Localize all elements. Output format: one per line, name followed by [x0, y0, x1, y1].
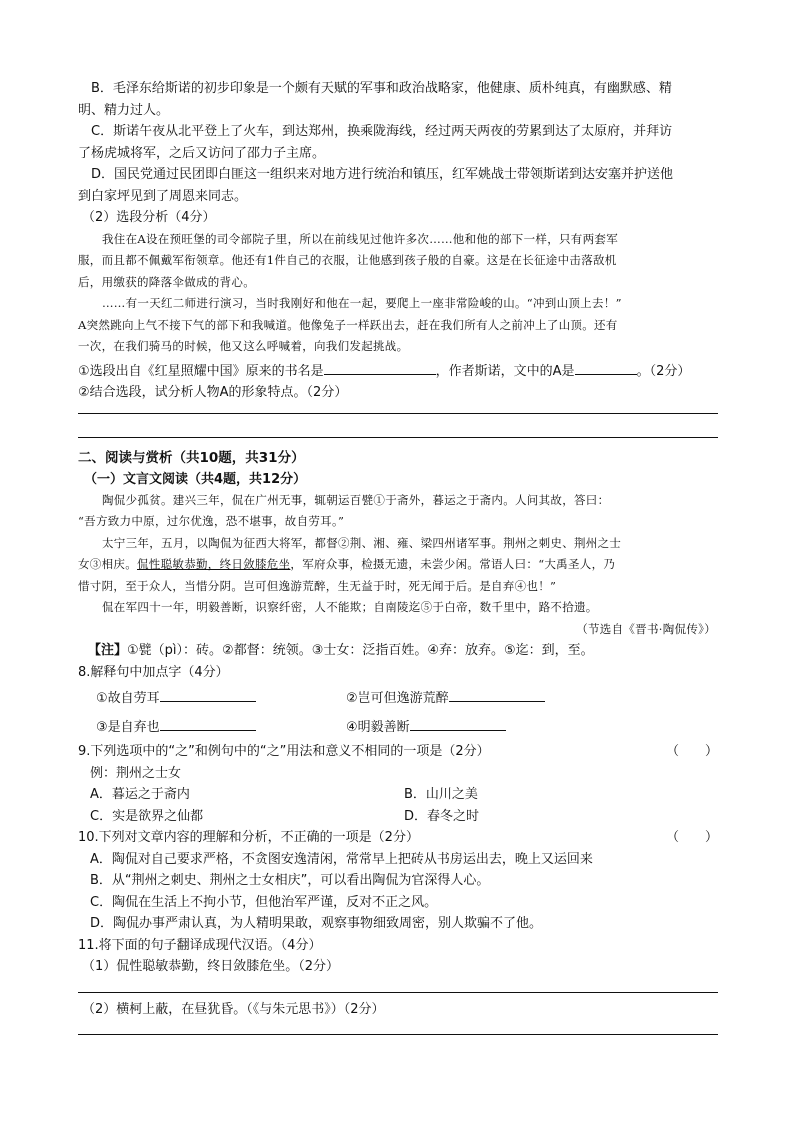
- question-9-options-row: [78, 806, 718, 828]
- classical-text-segment: 女③相庆。: [78, 557, 137, 571]
- classical-text-line: “吾方致力中原，过尔优逸，恐不堪事，故自劳耳。”: [78, 514, 345, 528]
- section-heading: 二、阅读与赏析（共10题，共31分）: [78, 449, 305, 466]
- answer-line[interactable]: [78, 1034, 718, 1035]
- classical-text-segment: ，军府众事，检摄无遗，未尝少闲。常语人曰：“大禹圣人，乃: [290, 557, 616, 571]
- question-8-row: [78, 712, 718, 741]
- question-8-item: ②岂可但逸游荒醉: [346, 687, 596, 709]
- option-a[interactable]: A．陶侃对自己要求严格，不贪图安逸清闲，常常早上把砖从书房运出去，晚上又运回来: [90, 851, 593, 867]
- question-10: [78, 827, 718, 849]
- question-10-text: 10.下列对文章内容的理解和分析，不正确的一项是（2分）: [78, 830, 419, 845]
- question-11: 11.将下面的句子翻译成现代汉语。（4分）: [78, 937, 322, 953]
- classical-text-line: 太宁三年，五月，以陶侃为征西大将军，都督②荆、湘、雍、梁四州诸军事。荆州之刺史、荆州之士: [102, 535, 622, 550]
- passage-line: 后，用缴获的降落伞做成的背心。: [78, 274, 255, 289]
- question-2-1-suffix: 。（2分）: [636, 363, 691, 379]
- question-9: [78, 741, 718, 763]
- answer-blank-original-title[interactable]: [324, 360, 436, 375]
- answer-blank[interactable]: [410, 716, 506, 731]
- question-11-1: （1）侃性聪敏恭勤，终日敛膝危坐。（2分）: [82, 959, 340, 974]
- question-2-1: [78, 360, 718, 383]
- answer-blank[interactable]: [160, 687, 256, 702]
- classical-text-line: 陶侃少孤贫。建兴三年，侃在广州无事，辄朝运百甓①于斋外，暮运之于斋内。人问其故，答曰：: [102, 492, 610, 507]
- option-c-line2: 了杨虎城将军，之后又访问了邵力子主席。: [78, 145, 326, 161]
- question-8-item: ③是自弃也: [96, 716, 346, 738]
- option-b-line1: B．毛泽东给斯诺的初步印象是一个颇有天赋的军事和政治战略家，他健康、质朴纯真，有幽默感、精: [91, 81, 672, 96]
- question-2-title: （2）选段分析（4分）: [82, 210, 216, 225]
- exam-page: [78, 78, 718, 1035]
- classical-text-line: 侃在军四十一年，明毅善断，识察纤密，人不能欺；自南陵迄⑤于白帝，数千里中，路不拾遗。: [102, 600, 598, 614]
- classical-text-line: 惜寸阴，至于众人，当惜分阴。岂可但逸游荒醉，生无益于时，死无闻于后。是自弃④也！”: [78, 578, 557, 593]
- option-d-line1: D．国民党通过民团即白匪这一组织来对地方进行统治和镇压，红军姚战士带领斯诺到达安塞并护送他: [91, 167, 674, 182]
- answer-blank-person-a[interactable]: [575, 360, 637, 375]
- subsection-heading: （一）文言文阅读（共4题，共12分）: [84, 471, 307, 487]
- question-9-options-row: [78, 784, 718, 806]
- answer-line[interactable]: [78, 437, 718, 438]
- source-citation: （节选自《晋书·陶侃传》）: [576, 621, 716, 636]
- passage-line: 一次，在我们骑马的时候，他又这么呼喊着，向我们发起挑战。: [78, 339, 409, 353]
- answer-parentheses[interactable]: （ ）: [666, 830, 719, 845]
- option-a[interactable]: A．暮运之于斋内: [90, 787, 190, 802]
- option-b[interactable]: B．从“荆州之刺史、荆州之士女相庆”，可以看出陶侃为官深得人心。: [90, 873, 490, 888]
- question-8-row: [78, 683, 718, 712]
- note-label: 【注】: [88, 643, 128, 658]
- question-11-2: （2）横柯上蔽，在昼犹昏。（《与朱元思书》）（2分）: [82, 1001, 385, 1017]
- note-text: ①甓（pì）：砖。②都督：统领。③士女：泛指百姓。④弃：放弃。⑤迄：到，至。: [127, 643, 594, 658]
- option-c-line1: C．斯诺午夜从北平登上了火车，到达郑州，换乘陇海线，经过两天两夜的劳累到达了太原府，并拜访: [91, 124, 673, 139]
- question-9-text: 9.下列选项中的“之”和例句中的“之”用法和意义不相同的一项是（2分）: [78, 744, 490, 759]
- passage-line: 我住在A设在预旺堡的司令部院子里，所以在前线见过他许多次……他和他的部下一样，只有两套军: [102, 231, 618, 246]
- option-b[interactable]: B．山川之美: [404, 787, 478, 802]
- passage-line: 服，而且都不佩戴军衔领章。他还有1件自己的衣服，让他感到孩子般的自豪。这是在长征途中击落敌机: [78, 253, 617, 267]
- option-c[interactable]: C．实是欲界之仙都: [90, 808, 204, 824]
- question-2-2: ②结合选段，试分析人物A的形象特点。（2分）: [78, 385, 348, 400]
- answer-blank[interactable]: [160, 716, 256, 731]
- classical-text-line: [78, 554, 718, 576]
- question-8-item: ①故自劳耳: [96, 687, 346, 709]
- question-2-1-mid: ，作者斯诺，文中的A是: [435, 363, 575, 379]
- option-d[interactable]: D．陶侃办事严肃认真，为人精明果敢，观察事物细致周密，别人欺骗不了他。: [90, 916, 543, 931]
- question-2-1-prefix: ①选段出自《红星照耀中国》原来的书名是: [78, 363, 324, 379]
- option-d[interactable]: D．春冬之时: [404, 808, 480, 824]
- question-9-example: 例：荆州之士女: [90, 765, 182, 781]
- underlined-sentence: 侃性聪敏恭勤，终日敛膝危坐: [137, 557, 291, 571]
- option-c[interactable]: C．陶侃在生活上不拘小节，但他治军严谨，反对不正之风。: [90, 894, 438, 910]
- question-8: 8.解释句中加点字（4分）: [78, 664, 229, 680]
- answer-parentheses[interactable]: （ ）: [666, 744, 719, 759]
- passage-line: A突然跳向上气不接下气的部下和我喊道。他像兔子一样跃出去，赶在我们所有人之前冲上了山顶。还有: [78, 317, 618, 332]
- annotation-note: [78, 640, 718, 662]
- answer-blank[interactable]: [449, 687, 545, 702]
- passage-line: ……有一天红二师进行演习，当时我刚好和他在一起，要爬上一座非常险峻的山。“冲到山顶上去！”: [102, 296, 622, 310]
- answer-line[interactable]: [78, 413, 718, 414]
- option-d-line2: 到白家坪见到了周恩来同志。: [78, 188, 248, 204]
- question-8-item: ④明毅善断: [346, 716, 596, 738]
- answer-line[interactable]: [78, 992, 718, 993]
- option-b-line2: 明、精力过人。: [78, 102, 170, 118]
